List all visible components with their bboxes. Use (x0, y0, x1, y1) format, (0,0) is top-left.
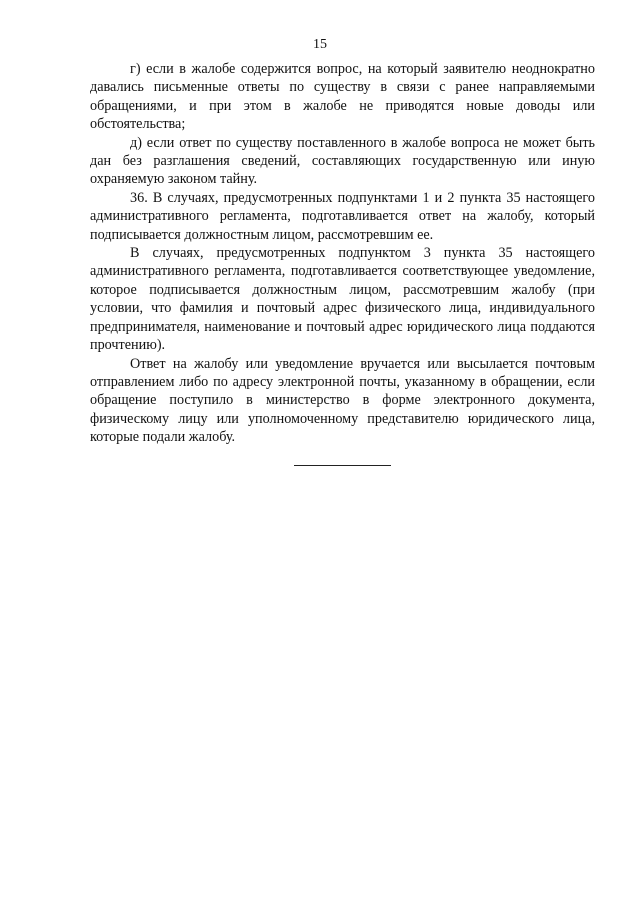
paragraph-delivery: Ответ на жалобу или уведомление вручается или высылается почтовым отправлением либо по адресу электронной почты, указанному в обращении, если обращение поступило в министерство в форме электронного документа, физическому лицу или уполномоченному представителю юридического лица, которые подали жалобу. (90, 355, 595, 446)
paragraph-subitem-g: г) если в жалобе содержится вопрос, на который заявителю неоднократно давались письменные ответы по существу в связи с ранее направляемыми обращениями, и при этом в жалобе не приводятся новые доводы или обстоятельства; (90, 61, 595, 133)
page-number: 15 (313, 37, 327, 52)
end-separator-line (294, 465, 391, 466)
paragraph-subitem-d: д) если ответ по существу поставленного в жалобе вопроса не может быть дан без разглашения сведений, составляющих государственную или иную охраняемую законом тайну. (90, 134, 595, 188)
paragraph-notification: В случаях, предусмотренных подпунктом 3 пункта 35 настоящего административного регламента, подготавливается соответствующее уведомление, которое подписывается должностным лицом, рассмотревшим жалобу (при условии, что фамилия и почтовый адрес физического лица, индивидуального предпринимателя, наименование и почтовый адрес юридического лица поддаются прочтению). (90, 245, 595, 354)
document-body (90, 60, 595, 447)
paragraph-item-36: 36. В случаях, предусмотренных подпунктами 1 и 2 пункта 35 настоящего административного регламента, подготавливается ответ на жалобу, который подписывается должностным лицом, рассмотревшим ее. (90, 189, 595, 243)
